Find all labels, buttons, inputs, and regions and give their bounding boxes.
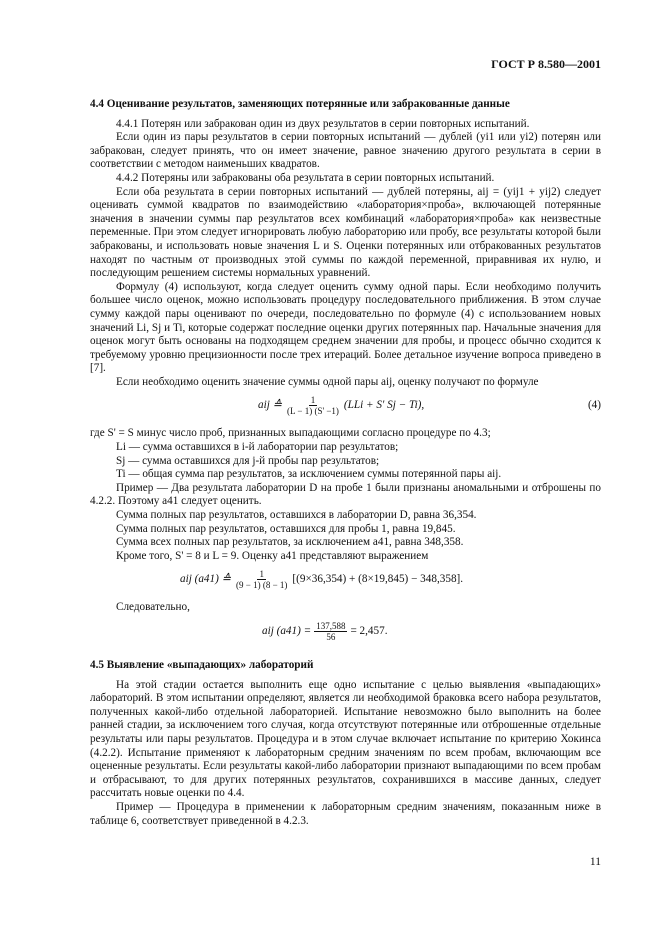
definition-ti: Ti — общая сумма пар результатов, за исключением суммы потерянной пары aij. [116,468,502,481]
equation-number: (4) [587,399,601,412]
where-clause: где S' = S минус число проб, признанных выпадающими согласно процедуре по 4.3; [90,427,491,440]
definition-sj: Sj — сумма оставшихся для j-й пробы пар результатов; [116,454,380,467]
paragraph: Кроме того, S' = 8 и L = 9. Оценку a41 представляют выражением [116,549,429,562]
page-number: 11 [589,856,601,869]
fraction-numerator: 137,588 [316,621,346,631]
paragraph: 4.4.2 Потеряны или забракованы оба результата в серии повторных испытаний. [116,171,495,184]
standard-header: ГОСТ Р 8.580—2001 [491,57,601,71]
fraction-denominator: 56 [326,632,336,642]
example-paragraph: Пример — Процедура в применении к лабораторным средним значениям, показанным ниже в таблице 6, соответствует приведенной в 4.2.3. [90,800,601,827]
formula-rhs: = 2,457. [350,624,388,637]
paragraph: Формулу (4) используют, когда следует оценить сумму одной пары. Если необходимо получить большее число оценок, можно использовать процедуру последовательного приближения. В этом случае сумму каждой пары оценивают по очереди, последовательно по формуле (4) с использованием новых значений Li, Sj и Ti, которые содержат последние оценки других потерянных пар. Начальные значения для оценок могут быть основаны на подходящем среднем значении для пробы, и процесс обычно сходится к требуемому уровню прецизионности после трех итераций. Более детальное изучение вопроса приведено в [7]. [90,280,601,375]
formula-result [90,615,601,653]
formula-lhs: aij (a41) = [262,624,312,637]
formula-lhs: aij (a41) ≙ [180,573,232,586]
section-4-5-heading: 4.5 Выявление «выпадающих» лабораторий [90,659,314,671]
fraction-numerator: 1 [259,569,264,580]
formula-rhs: (LLi + S' Sj − Ti), [343,399,425,412]
paragraph: На этой стадии остается выполнить еще одно испытание с целью выявления «выпадающих» лабораторий. В этом испытании определяют, является ли необходимой браковка всего набора результатов, полученных какой-либо отдельной лабораторией. Испытание невозможно было выполнить на более ранней стадии, за исключением того случая, когда отсутствуют потерянные или отброшенные отдельные результаты или пары результатов. Процедура и в этом случае включает испытание по критерию Хокинса (4.2.2). Испытание применяют к лабораторным средним значениям по всем пробам, включающим все оцененные результаты. Если результаты какой-либо лаборатории признают выпадающими по всем пробам и отбрасывают, то для других потерянных результатов, сохранившихся в массиве данных, следует рассчитать новые оценки по 4.4. [90,678,601,800]
formula-fraction [314,621,347,642]
section-4-4-heading: 4.4 Оценивание результатов, заменяющих потерянные или забракованные данные [90,98,510,110]
formula-fraction [285,395,341,416]
page-content [90,98,601,828]
paragraph: Если один из пары результатов в серии повторных испытаний — дублей (yi1 или yi2) потерян или забракован, следует принять, что он имеет значение, равное значению другого результата в серии в соответствии с методом наименьших квадратов. [90,131,601,171]
paragraph: Сумма всех полных пар результатов, за исключением a41, равна 348,358. [116,536,464,549]
paragraph: Сумма полных пар результатов, оставшихся для пробы 1, равна 19,845. [116,522,456,535]
formula-example [90,563,601,601]
formula-fraction [234,569,289,590]
paragraph: Следовательно, [116,601,190,614]
fraction-numerator: 1 [310,395,316,406]
paragraph: Сумма полных пар результатов, оставшихся в лаборатории D, равна 36,354. [116,509,477,522]
definition-li: Li — сумма оставшихся в i-й лаборатории пар результатов; [116,441,399,454]
formula-lhs: aij ≙ [258,399,282,412]
fraction-denominator: (9 − 1) (8 − 1) [236,580,288,591]
paragraph: Если необходимо оценить значение суммы одной пары aij, оценку получают по формуле [116,375,539,388]
example-paragraph: Пример — Два результата лаборатории D на пробе 1 были признаны аномальными и отброшены по 4.2.2. Поэтому a41 следует оценить. [90,481,601,508]
paragraph: Если оба результата в серии повторных испытаний — дублей потеряны, aij = (yij1 + yij2) следует оценивать суммой квадратов по взаимодействию «лаборатория×проба», включающей потерянные значения в значении суммы пар результатов всех комбинаций «лаборатория×проба» как неизвестные переменные. При этом следует игнорировать любую лабораторию или пробу, все результаты которой были забракованы, и использовать новые значения L и S. Оценки потерянных или отбракованных результатов находят по частным от производных этой суммы по каждой переменной, приравнивая их нулю, и последующим решением системы нормальных уравнений. [90,185,601,280]
paragraph: 4.4.1 Потерян или забракован один из двух результатов в серии повторных испытаний. [116,117,530,130]
formula-rhs: [(9×36,354) + (8×19,845) − 348,358]. [292,573,464,586]
fraction-denominator: (L − 1) (S' −1) [286,406,339,417]
formula-4 [90,389,601,427]
